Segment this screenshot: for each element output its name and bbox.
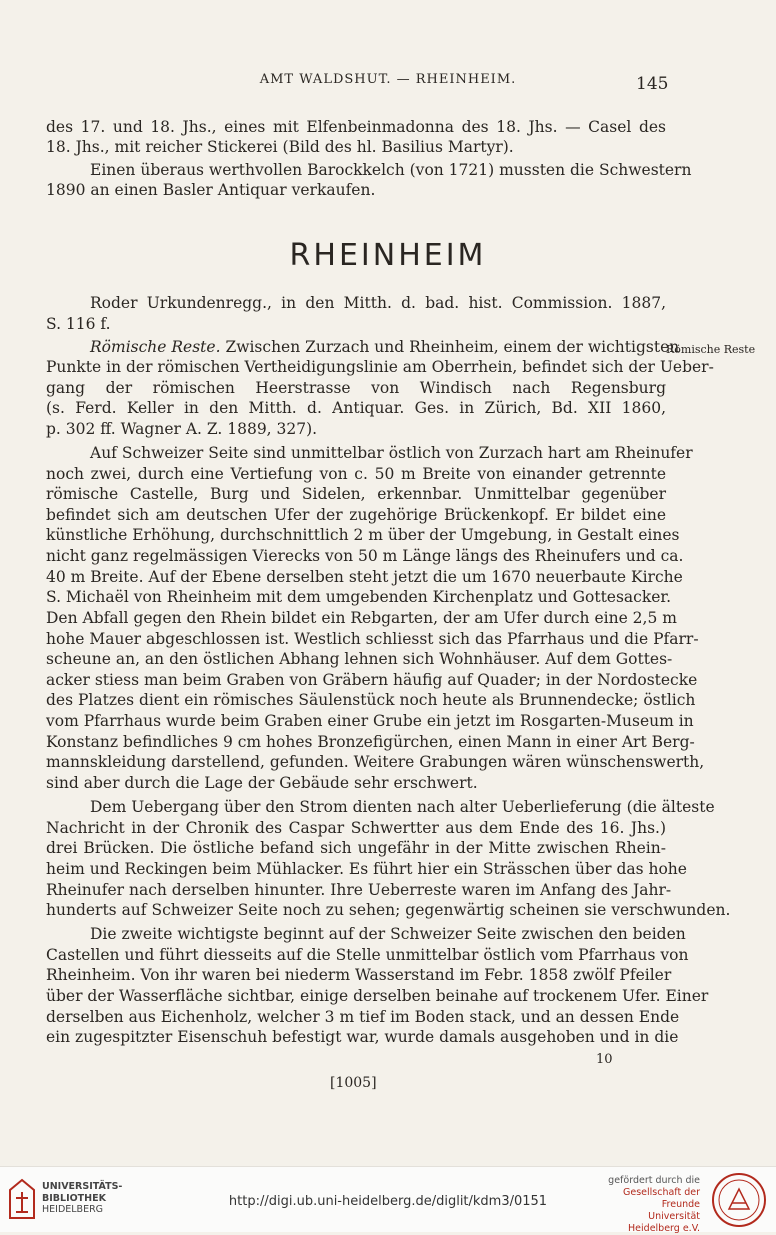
- paragraph-line: Rheinufer nach derselben hinunter. Ihre Ueberreste waren im Anfang des Jahr-: [46, 881, 672, 899]
- library-name-line: HEIDELBERG: [42, 1204, 104, 1215]
- margin-note: Römische Reste: [666, 343, 756, 356]
- paragraph-line: S. 116 f.: [46, 315, 111, 333]
- paragraph-line: befindet sich am deutschen Ufer der zugehörige Brückenkopf. Er bildet eine: [46, 506, 666, 524]
- permalink-url[interactable]: http://digi.ub.uni-heidelberg.de/diglit/kdm3/0151: [228, 1194, 548, 1209]
- paragraph-line: Die zweite wichtigste beginnt auf der Schweizer Seite zwischen den beiden: [90, 925, 686, 943]
- sheet-number: [1005]: [330, 1075, 377, 1091]
- paragraph-line: nicht ganz regelmässigen Vierecks von 50 m Länge längs des Rheinufers und ca.: [46, 547, 684, 565]
- sponsor-text: [600, 1175, 700, 1235]
- paragraph-line: derselben aus Eichenholz, welcher 3 m tief im Boden stack, und an dessen Ende: [46, 1008, 680, 1026]
- intro-line: des 17. und 18. Jhs., eines mit Elfenbeinmadonna des 18. Jhs. — Casel des: [46, 118, 666, 136]
- footer-bar: [0, 1166, 776, 1232]
- paragraph-line: drei Brücken. Die östliche befand sich ungefähr in der Mitte zwischen Rhein-: [46, 839, 666, 857]
- signature-mark: 10: [596, 1052, 613, 1067]
- paragraph-label: Römische Reste.: [90, 338, 221, 356]
- paragraph-line: mannskleidung darstellend, gefunden. Weitere Grabungen wären wünschenswerth,: [46, 753, 705, 771]
- paragraph-line: [46, 337, 680, 357]
- paragraph-line: Auf Schweizer Seite sind unmittelbar östlich von Zurzach hart am Rheinufer: [90, 444, 693, 462]
- paragraph-line: Den Abfall gegen den Rhein bildet ein Rebgarten, der am Ufer durch eine 2,5 m: [46, 609, 677, 627]
- paragraph-line: römische Castelle, Burg und Sidelen, erkennbar. Unmittelbar gegenüber: [46, 485, 666, 503]
- intro-line: 1890 an einen Basler Antiquar verkaufen.: [46, 181, 376, 199]
- paragraph-line: p. 302 ff. Wagner A. Z. 1889, 327).: [46, 420, 318, 438]
- paragraph-line: noch zwei, durch eine Vertiefung von c. 50 m Breite von einander getrennte: [46, 465, 666, 483]
- sponsor-line: Gesellschaft der Freunde: [623, 1187, 700, 1210]
- paragraph-line: acker stiess man beim Graben von Gräbern häufig auf Quader; in der Nordostecke: [46, 671, 698, 689]
- paragraph-line: künstliche Erhöhung, durchschnittlich 2 m über der Umgebung, in Gestalt eines: [46, 526, 680, 544]
- university-seal-icon: [710, 1171, 768, 1229]
- paragraph-line: Roder Urkundenregg., in den Mitth. d. bad. hist. Commission. 1887,: [90, 294, 666, 312]
- intro-line: Einen überaus werthvollen Barockkelch (von 1721) mussten die Schwestern: [90, 161, 692, 179]
- paragraph-line: des Platzes dient ein römisches Säulenstück noch heute als Brunnendecke; östlich: [46, 691, 696, 709]
- paragraph-line: gang der römischen Heerstrasse von Windisch nach Regensburg: [46, 379, 666, 397]
- paragraph-line: ein zugespitzter Eisenschuh befestigt war, wurde damals ausgehoben und in die: [46, 1028, 679, 1046]
- library-name-line: UNIVERSITÄTS-: [42, 1181, 123, 1192]
- paragraph-line: vom Pfarrhaus wurde beim Graben einer Grube ein jetzt im Rosgarten-Museum in: [46, 712, 694, 730]
- paragraph-line: heim und Reckingen beim Mühlacker. Es führt hier ein Strässchen über das hohe: [46, 860, 687, 878]
- paragraph-line: Castellen und führt diesseits auf die Stelle unmittelbar östlich vom Pfarrhaus von: [46, 946, 689, 964]
- page-number: 145: [636, 74, 669, 94]
- sponsor-line: Universität Heidelberg e.V.: [628, 1211, 700, 1234]
- library-name-line: BIBLIOTHEK: [42, 1192, 106, 1204]
- paragraph-line: 40 m Breite. Auf der Ebene derselben steht jetzt die um 1670 neuerbaute Kirche: [46, 568, 683, 586]
- paragraph-line: Punkte in der römischen Vertheidigungslinie am Oberrhein, befindet sich der Ueber-: [46, 358, 714, 376]
- paragraph-line: sind aber durch die Lage der Gebäude sehr erschwert.: [46, 774, 478, 792]
- intro-line: 18. Jhs., mit reicher Stickerei (Bild des hl. Basilius Martyr).: [46, 138, 514, 156]
- paragraph-line: scheune an, an den östlichen Abhang lehnen sich Wohnhäuser. Auf dem Gottes-: [46, 650, 673, 668]
- running-head: AMT WALDSHUT. — RHEINHEIM.: [259, 72, 517, 87]
- paragraph-line: S. Michaël von Rheinheim mit dem umgebenden Kirchenplatz und Gottesacker.: [46, 588, 672, 606]
- paragraph-text: Zwischen Zurzach und Rheinheim, einem der wichtigsten: [220, 338, 680, 356]
- paragraph-line: Nachricht in der Chronik des Caspar Schwertter aus dem Ende des 16. Jhs.): [46, 819, 666, 837]
- paragraph-line: Konstanz befindliches 9 cm hohes Bronzefigürchen, einen Mann in einer Art Berg-: [46, 733, 695, 751]
- paragraph-line: hohe Mauer abgeschlossen ist. Westlich schliesst sich das Pfarrhaus und die Pfarr-: [46, 630, 699, 648]
- paragraph-line: Dem Uebergang über den Strom dienten nach alter Ueberlieferung (die älteste: [90, 798, 715, 816]
- section-heading: RHEINHEIM: [289, 238, 487, 273]
- paragraph-line: über der Wasserfläche sichtbar, einige derselben beinahe auf trockenem Ufer. Einer: [46, 987, 709, 1005]
- paragraph-line: hunderts auf Schweizer Seite noch zu sehen; gegenwärtig scheinen sie verschwunden.: [46, 901, 731, 919]
- sponsor-line: gefördert durch die: [608, 1175, 700, 1186]
- paragraph-line: (s. Ferd. Keller in den Mitth. d. Antiquar. Ges. in Zürich, Bd. XII 1860,: [46, 399, 666, 417]
- paragraph-line: Rheinheim. Von ihr waren bei niederm Wasserstand im Febr. 1858 zwölf Pfeiler: [46, 966, 672, 984]
